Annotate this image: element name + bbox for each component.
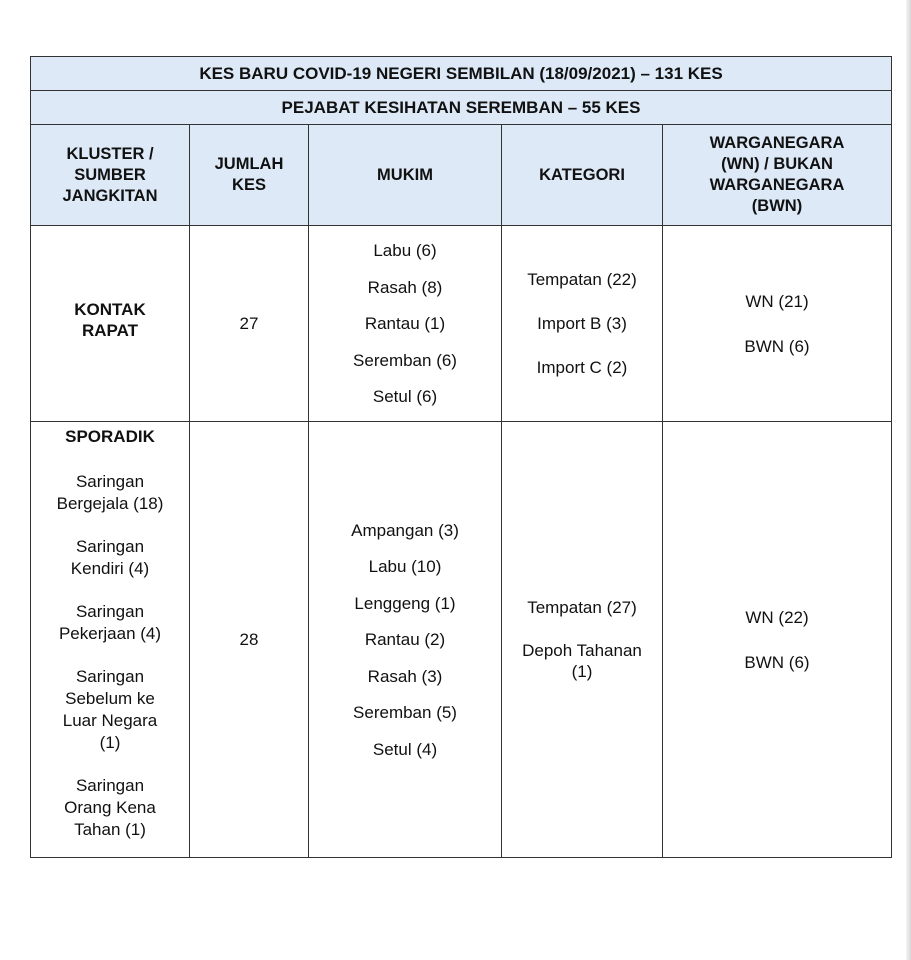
kluster-label: RAPAT <box>81 320 139 340</box>
mukim-item: Rantau (1) <box>364 314 446 333</box>
kategori-cell <box>502 226 663 422</box>
kategori-item: Import C (2) <box>536 358 628 377</box>
kluster-item-line: (1) <box>99 733 121 752</box>
mukim-item: Labu (10) <box>368 557 442 576</box>
header-kluster <box>31 125 190 226</box>
kluster-item-line: Saringan <box>75 602 145 621</box>
kategori-cell <box>502 422 663 858</box>
header-wn-line: (WN) / BUKAN <box>721 155 833 173</box>
warganegara-cell <box>663 226 892 422</box>
kluster-item <box>31 666 189 754</box>
mukim-cell <box>309 422 502 858</box>
header-warganegara <box>663 125 892 226</box>
header-jumlah-line: KES <box>232 176 266 194</box>
kluster-item <box>31 471 189 515</box>
mukim-cell <box>309 226 502 422</box>
table-title: KES BARU COVID-19 NEGERI SEMBILAN (18/09/2021) – 131 KES <box>31 57 892 91</box>
kluster-item-line: Sebelum ke <box>65 689 155 708</box>
kluster-item-line: Orang Kena <box>64 798 156 817</box>
kluster-label: KONTAK <box>74 299 146 319</box>
header-jumlah-line: JUMLAH <box>214 155 284 173</box>
mukim-item: Seremban (6) <box>353 350 457 370</box>
mukim-item: Ampangan (3) <box>351 520 459 540</box>
mukim-item: Lenggeng (1) <box>354 593 456 613</box>
wn-item: BWN (6) <box>744 336 810 356</box>
header-wn-line: WARGANEGARA <box>709 134 845 152</box>
table-subtitle-row <box>31 91 892 125</box>
kluster-item <box>31 601 189 645</box>
mukim-item: Seremban (5) <box>353 703 457 722</box>
header-kluster-line: JANGKITAN <box>62 186 158 205</box>
header-wn-line: (BWN) <box>751 197 803 215</box>
warganegara-cell <box>663 422 892 858</box>
page-edge-shadow <box>906 0 911 960</box>
mukim-item: Rasah (3) <box>367 666 443 686</box>
kategori-item: (1) <box>571 662 593 681</box>
mukim-item: Setul (4) <box>372 739 438 759</box>
kluster-title: SPORADIK <box>65 427 155 446</box>
wn-item: WN (21) <box>745 291 809 311</box>
header-mukim: MUKIM <box>309 125 502 226</box>
kluster-item-line: Bergejala (18) <box>56 494 164 513</box>
kluster-item <box>31 536 189 580</box>
table-title-row <box>31 57 892 91</box>
table-row <box>31 422 892 858</box>
kluster-item-line: Tahan (1) <box>74 820 146 839</box>
wn-item: WN (22) <box>745 607 809 627</box>
mukim-item: Rantau (2) <box>364 630 446 649</box>
kluster-item-line: Saringan <box>75 537 145 556</box>
kluster-cell <box>31 226 190 422</box>
kluster-item-line: Saringan <box>75 472 145 491</box>
column-header-row <box>31 125 892 226</box>
kluster-item-line: Saringan <box>75 776 145 795</box>
mukim-item: Rasah (8) <box>367 277 443 297</box>
header-jumlah <box>190 125 309 226</box>
kluster-item-line: Kendiri (4) <box>70 559 150 578</box>
jumlah-value: 27 <box>239 314 259 333</box>
header-kluster-line: KLUSTER / <box>66 144 154 163</box>
jumlah-cell <box>190 226 309 422</box>
mukim-item: Setul (6) <box>372 387 438 406</box>
header-kluster-line: SUMBER <box>74 165 146 184</box>
wn-item: BWN (6) <box>744 652 810 672</box>
jumlah-cell <box>190 422 309 858</box>
header-kategori: KATEGORI <box>502 125 663 226</box>
kluster-item <box>31 775 189 841</box>
kategori-item: Depoh Tahanan <box>522 641 642 660</box>
kluster-item-line: Saringan <box>75 667 145 686</box>
table-row <box>31 226 892 422</box>
header-wn-line: WARGANEGARA <box>709 176 845 194</box>
kategori-item: Tempatan (27) <box>527 598 637 617</box>
kategori-item: Import B (3) <box>537 314 627 333</box>
kluster-item-line: Pekerjaan (4) <box>58 624 162 643</box>
jumlah-value: 28 <box>239 630 259 649</box>
kategori-item: Tempatan (22) <box>527 270 637 289</box>
mukim-item: Labu (6) <box>373 241 437 260</box>
table-subtitle: PEJABAT KESIHATAN SEREMBAN – 55 KES <box>31 91 892 125</box>
covid-cases-table <box>30 56 892 858</box>
kluster-item-line: Luar Negara <box>62 711 158 730</box>
kluster-cell <box>31 422 190 858</box>
